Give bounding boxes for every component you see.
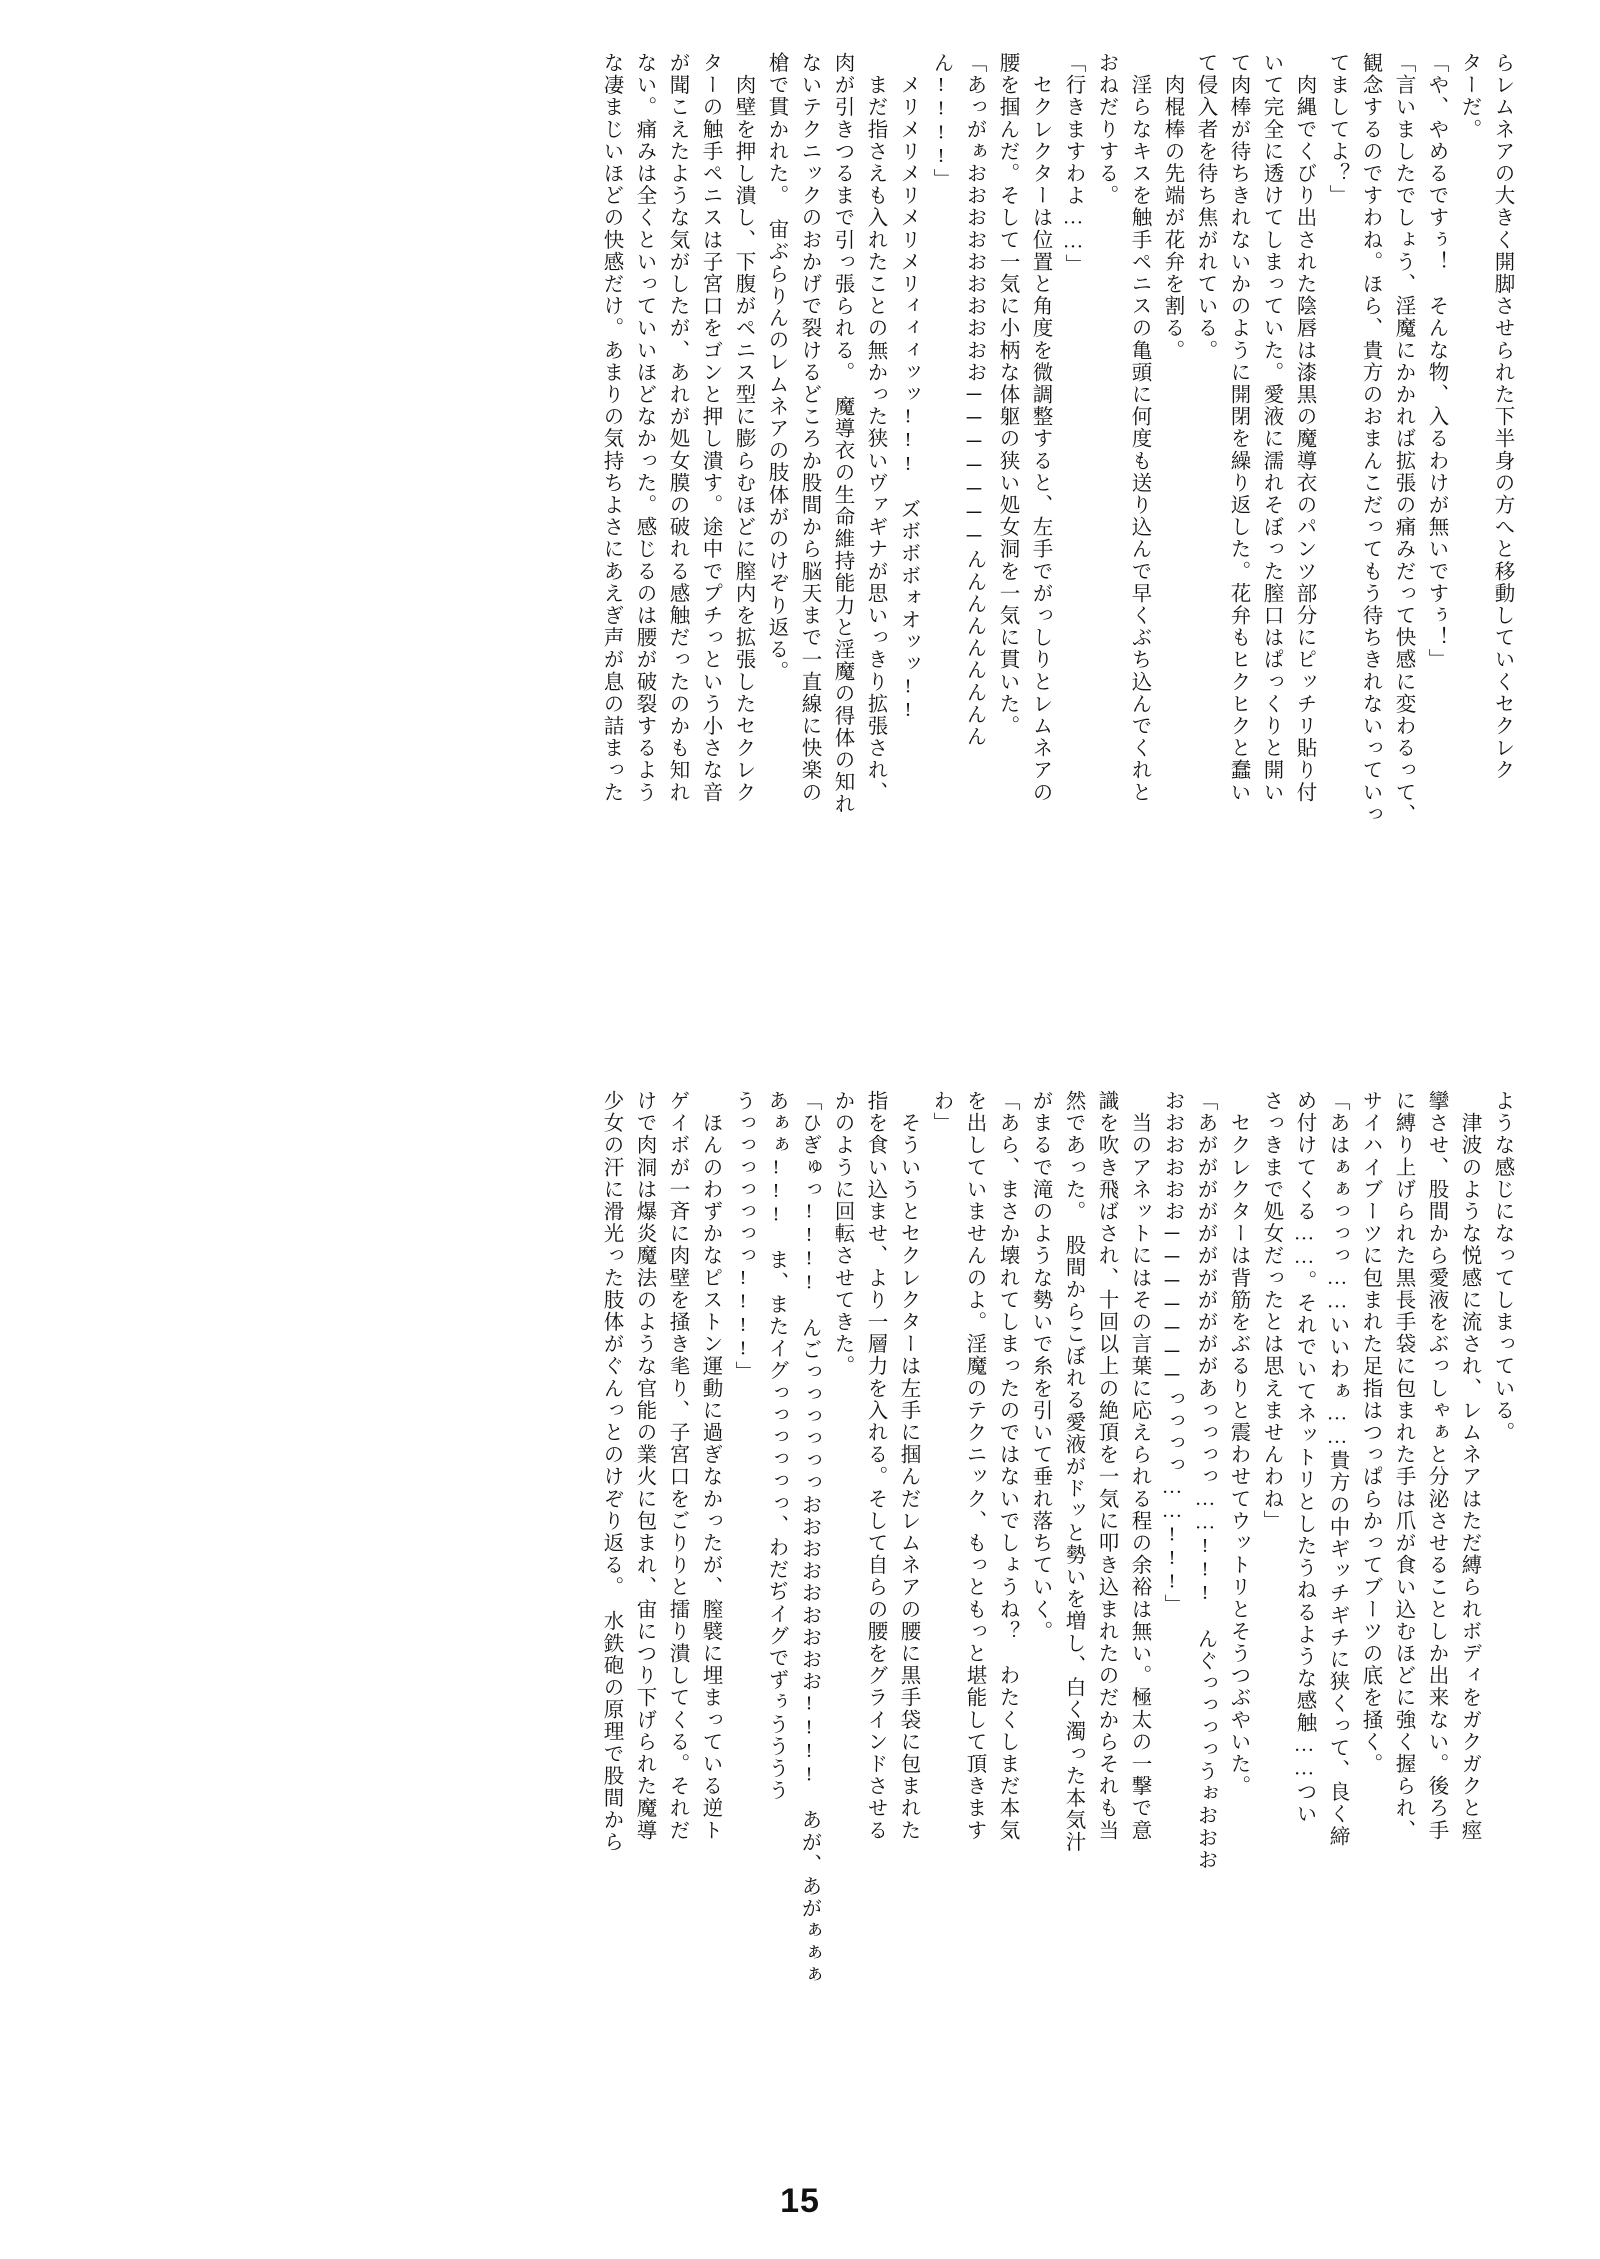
text-line: 「あがががががががががががあっっっっ……!!! んぐっっっっうぉおおお bbox=[1194, 1090, 1216, 1871]
text-line: ほんのわずかなピストン運動に過ぎなかったが、膣襞に埋まっている逆ト bbox=[699, 1090, 721, 1842]
text-line: 肉棍棒の先端が花弁を割る。 bbox=[1161, 52, 1183, 362]
text-line: メリメリメリメリメリィィィッッ!!! ズボボボォオッッ!! bbox=[897, 52, 919, 723]
text-line: 然であった。 股間からこぼれる愛液がドッと勢いを増し、白く濁った本気汁 bbox=[1062, 1090, 1084, 1854]
text-line: を出していませんのよ。淫魔のテクニック、もっともっと堪能して頂きます bbox=[963, 1090, 985, 1842]
text-block-upper bbox=[588, 52, 1512, 1072]
text-line: ん!!!!」 bbox=[930, 52, 952, 191]
text-line: 少女の汗に滑光った肢体がぐんっとのけぞり返る。 水鉄砲の原理で股間から bbox=[600, 1090, 622, 1854]
text-line: 「ひぎゅっ!!!! んごっっっっっっおおおおおおおおお!!!! あが、あがぁぁぁ bbox=[798, 1090, 820, 1986]
text-line: 槍で貫かれた。 宙ぶらりんのレムネアの肢体がのけぞり返る。 bbox=[765, 52, 787, 683]
text-line: けで肉洞は爆炎魔法のような官能の業火に包まれ、宙につり下げられた魔導 bbox=[633, 1090, 655, 1842]
text-line: サイハイブーツに包まれた足指はつっぱらかってブーツの底を掻く。 bbox=[1359, 1090, 1381, 1776]
text-line: うっっっっっっっ!!!!」 bbox=[732, 1090, 754, 1384]
text-line: 「あっがぁおおおおおおおおおお───────んんんんんんんんん bbox=[963, 52, 985, 748]
text-line: 「言いましたでしょう、淫魔にかかれば拡張の痛みだって快感に変わるって、 bbox=[1392, 52, 1414, 826]
text-line: おねだりする。 bbox=[1095, 52, 1117, 207]
text-block-lower bbox=[588, 1090, 1512, 2110]
text-line: 識を吹き飛ばされ、十回以上の絶頂を一気に叩き込まれたのだからそれも当 bbox=[1095, 1090, 1117, 1842]
text-line: セクレクターは背筋をぶるりと震わせてウットリとそうつぶやいた。 bbox=[1227, 1090, 1249, 1798]
text-line: ターだ。 bbox=[1458, 52, 1480, 141]
text-line: 「あら、まさか壊れてしまったのではないでしょうね？ わたくしまだ本気 bbox=[996, 1090, 1018, 1842]
text-line: 指を食い込ませ、より一層力を入れる。そして自らの腰をグラインドさせる bbox=[864, 1090, 886, 1842]
text-line: 「行きますわよ……」 bbox=[1062, 52, 1084, 276]
text-line: がまるで滝のような勢いで糸を引いて垂れ落ちていく。 bbox=[1029, 1090, 1051, 1643]
text-line: そういうとセクレクターは左手に掴んだレムネアの腰に黒手袋に包まれた bbox=[897, 1090, 919, 1842]
text-line: な凄まじいほどの快感だけ。あまりの気持ちよさにあえぎ声が息の詰まった bbox=[600, 52, 622, 804]
text-line: 攣させ、股間から愛液をぶっしゃぁと分泌させることしか出来ない。後ろ手 bbox=[1425, 1090, 1447, 1842]
page-number: 15 bbox=[780, 2182, 820, 2220]
text-line: 「あはぁぁっっっ……いいわぁ……貴方の中ギッチギチに狭くって、良く締 bbox=[1326, 1090, 1348, 1848]
text-line: て侵入者を待ち焦がれている。 bbox=[1194, 52, 1216, 362]
text-line: いて完全に透けてしまっていた。愛液に濡れそぼった膣口はぱっくりと開い bbox=[1260, 52, 1282, 804]
text-line: まだ指さえも入れたことの無かった狭いヴァギナが思いっきり拡張され、 bbox=[864, 52, 886, 804]
text-line: セクレクターは位置と角度を微調整すると、左手でがっしりとレムネアの bbox=[1029, 52, 1051, 804]
text-line: 肉縄でくびり出された陰唇は漆黒の魔導衣のパンツ部分にピッチリ貼り付 bbox=[1293, 52, 1315, 804]
text-line: 肉が引きつるまで引っ張られる。 魔導衣の生命維持能力と淫魔の得体の知れ bbox=[831, 52, 853, 816]
text-line: め付けてくる……。それでいてネットリとしたうねるような感触……つい bbox=[1293, 1090, 1315, 1826]
text-line: 腰を掴んだ。そして一気に小柄な体躯の狭い処女洞を一気に貫いた。 bbox=[996, 52, 1018, 738]
text-line: に縛り上げられた黒長手袋に包まれた手は爪が食い込むほどに強く握られ、 bbox=[1392, 1090, 1414, 1842]
text-line: さっきまで処女だったとは思えませんわね」 bbox=[1260, 1090, 1282, 1532]
text-line: ターの触手ペニスは子宮口をゴンと押し潰す。途中でプチっという小さな音 bbox=[699, 52, 721, 804]
text-line: てましてよ？」 bbox=[1326, 52, 1348, 207]
text-line: ないテクニックのおかげで裂けるどころか股間から脳天まで一直線に快楽の bbox=[798, 52, 820, 804]
text-line: 当のアネットにはその言葉に応えられる程の余裕は無い。極太の一撃で意 bbox=[1128, 1090, 1150, 1842]
text-line: あぁぁ!!! ま、またイグっっっっっっ、わだぢイグでずぅうううう bbox=[765, 1090, 787, 1802]
text-line: 「や、やめるですぅ！ そんな物、入るわけが無いですぅ！」 bbox=[1425, 52, 1447, 671]
text-line: 観念するのですわね。ほら、貴方のおまんこだってもう待ちきれないっていっ bbox=[1359, 52, 1381, 826]
text-line: 肉壁を押し潰し、下腹がペニス型に膨らむほどに膣内を拡張したセクレク bbox=[732, 52, 754, 804]
text-line: が聞こえたような気がしたが、あれが処女膜の破れる感触だったのかも知れ bbox=[666, 52, 688, 804]
text-line: 淫らなキスを触手ペニスの亀頭に何度も送り込んで早くぶち込んでくれと bbox=[1128, 52, 1150, 804]
text-line: らレムネアの大きく開脚させられた下半身の方へと移動していくセクレク bbox=[1491, 52, 1513, 782]
text-line: おおおおおお───────っっっっ……!!!」 bbox=[1161, 1090, 1183, 1617]
text-line: て肉棒が待ちきれないかのように開閉を繰り返した。花弁もヒクヒクと蠢い bbox=[1227, 52, 1249, 804]
text-line: ような感じになってしまっている。 bbox=[1491, 1090, 1513, 1444]
text-line: かのように回転させてきた。 bbox=[831, 1090, 853, 1378]
text-line: 津波のような悦感に流され、レムネアはただ縛られボディをガクガクと痙 bbox=[1458, 1090, 1480, 1842]
text-line: ない。痛みは全くといっていいほどなかった。感じるのは腰が破裂するよう bbox=[633, 52, 655, 804]
text-line: わ」 bbox=[930, 1090, 952, 1135]
text-line: ゲイボが一斉に肉壁を掻き毟り、子宮口をごりりと擂り潰してくる。それだ bbox=[666, 1090, 688, 1842]
